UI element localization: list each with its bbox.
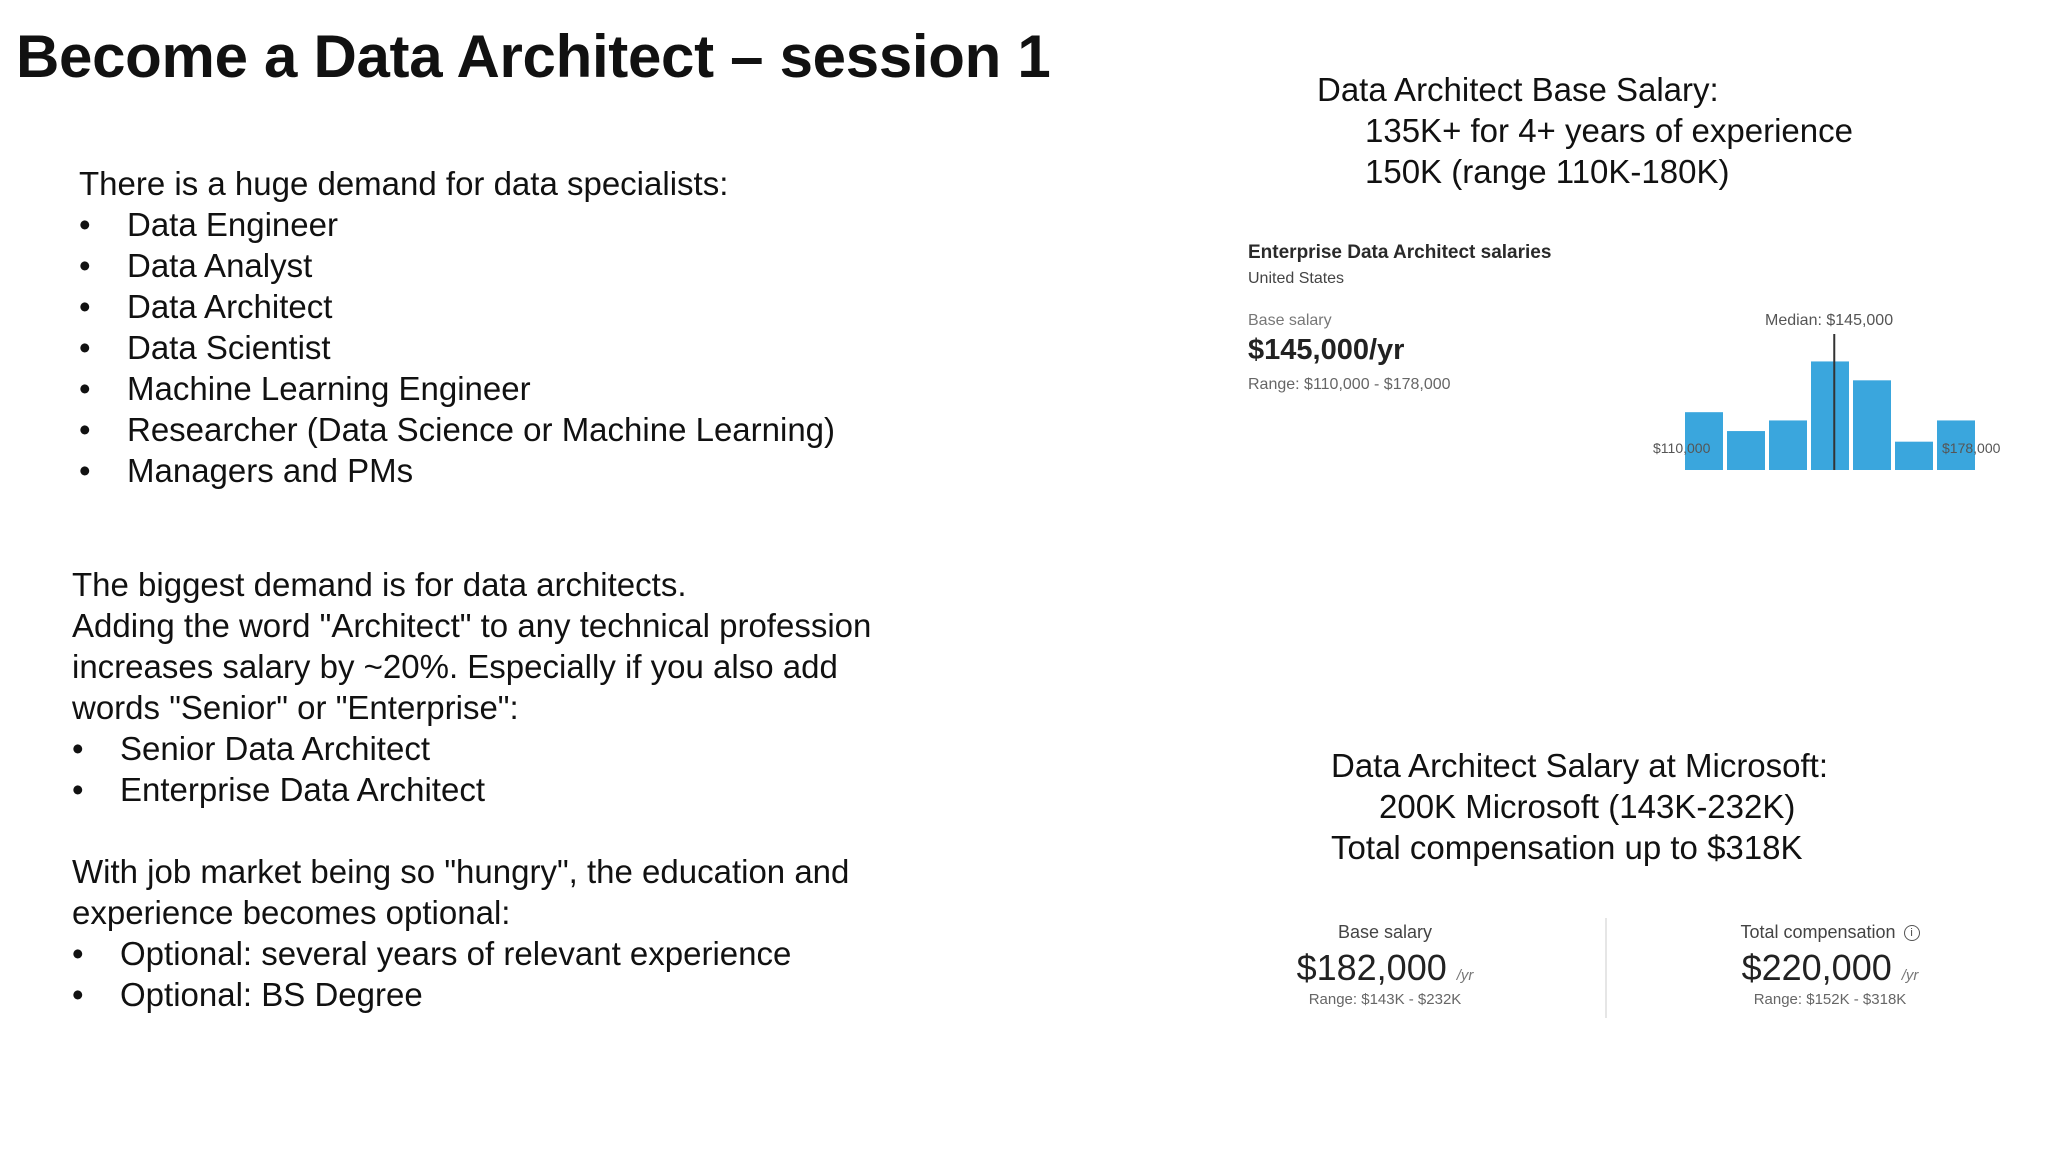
base-salary-heading: Data Architect Base Salary: [1317, 71, 1719, 108]
demand-paragraph [72, 564, 871, 728]
paragraph-line: words "Senior" or "Enterprise": [72, 689, 519, 726]
histogram-bar [1895, 442, 1933, 470]
base-salary-block [1265, 922, 1505, 1008]
per-year-unit: /yr [1456, 967, 1474, 984]
card-divider [1605, 918, 1607, 1018]
optional-list [72, 933, 791, 1015]
paragraph-line: With job market being so "hungry", the education and [72, 853, 850, 890]
paragraph-line: experience becomes optional: [72, 894, 511, 931]
info-icon[interactable]: i [1904, 925, 1920, 941]
salary-histogram [1680, 332, 1980, 472]
list-item: • Machine Learning Engineer [79, 368, 835, 409]
total-comp-amount [1700, 947, 1960, 989]
microsoft-line: Total compensation up to $318K [1331, 829, 1803, 866]
specialists-intro: There is a huge demand for data specialists: [79, 165, 729, 202]
base-salary-text [1317, 69, 1853, 192]
total-comp-label: Total compensation [1740, 922, 1896, 942]
range-min-label: $110,000 [1653, 440, 1711, 456]
list-item: • Data Scientist [79, 327, 835, 368]
histogram-bar [1811, 361, 1849, 470]
microsoft-line: 200K Microsoft (143K-232K) [1379, 788, 1796, 825]
total-comp-range: Range: $152K - $318K [1753, 991, 1907, 1008]
salary-range: Range: $110,000 - $178,000 [1248, 376, 1451, 393]
list-item: • Senior Data Architect [72, 728, 485, 769]
range-max-label: $178,000 [1942, 440, 2001, 456]
list-item: • Optional: BS Degree [72, 974, 791, 1015]
base-salary-value: $182,000 [1296, 947, 1447, 988]
total-comp-value: $220,000 [1741, 947, 1892, 988]
base-salary-amount [1265, 947, 1505, 989]
roles-list [79, 204, 835, 491]
base-salary-label: Base salary [1248, 312, 1332, 329]
paragraph-line: The biggest demand is for data architects. [72, 566, 687, 603]
list-item: • Optional: several years of relevant experience [72, 933, 791, 974]
list-item: • Researcher (Data Science or Machine Learning) [79, 409, 835, 450]
total-comp-label-row [1700, 922, 1960, 943]
titles-list [72, 728, 485, 810]
base-salary-line: 135K+ for 4+ years of experience [1365, 112, 1853, 149]
microsoft-salary-text [1331, 745, 1828, 868]
histogram-bar [1853, 380, 1891, 470]
list-item: • Enterprise Data Architect [72, 769, 485, 810]
list-item: • Data Engineer [79, 204, 835, 245]
paragraph-line: Adding the word "Architect" to any technical profession [72, 607, 872, 644]
list-item: • Managers and PMs [79, 450, 835, 491]
total-comp-block [1700, 922, 1960, 1008]
histogram-bar [1727, 431, 1765, 470]
base-salary-range: Range: $143K - $232K [1308, 991, 1462, 1008]
card-subtitle: United States [1248, 270, 1345, 287]
list-item: • Data Analyst [79, 245, 835, 286]
per-year-unit: /yr [1901, 967, 1919, 984]
card-title: Enterprise Data Architect salaries [1248, 242, 1552, 263]
base-salary-label: Base salary [1337, 922, 1433, 942]
market-paragraph [72, 851, 849, 933]
paragraph-line: increases salary by ~20%. Especially if you also add [72, 648, 838, 685]
salary-card [1240, 232, 2020, 472]
base-salary-line: 150K (range 110K-180K) [1365, 153, 1730, 190]
base-salary-value: $145,000/yr [1248, 334, 1405, 366]
list-item: • Data Architect [79, 286, 835, 327]
histogram-bar [1769, 420, 1807, 470]
median-label: Median: $145,000 [1765, 312, 1894, 329]
microsoft-heading: Data Architect Salary at Microsoft: [1331, 747, 1829, 784]
slide-title: Become a Data Architect – session 1 [16, 23, 1051, 90]
